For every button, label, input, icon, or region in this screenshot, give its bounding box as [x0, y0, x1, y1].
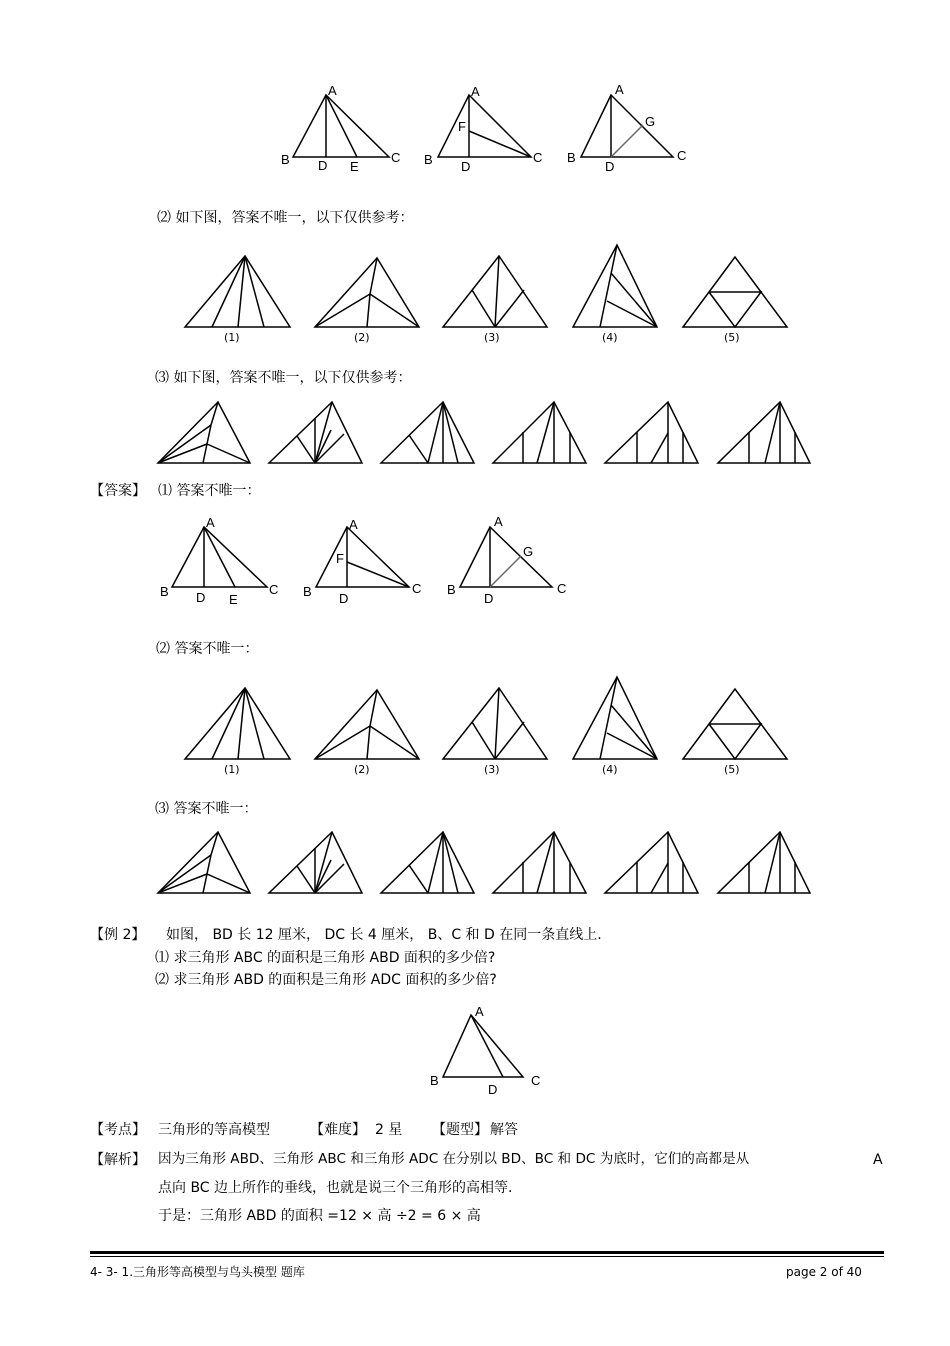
- example-text: 如图， BD 长 12 厘米， DC 长 4 厘米， B、C 和 D 在同一条直线上.: [166, 927, 602, 943]
- kaodian-value: 三角形的等高模型: [158, 1122, 270, 1138]
- jiexi-line-3: 于是：三角形 ABD 的面积 =12 × 高 ÷2 = 6 × 高: [158, 1208, 481, 1224]
- footer-left: 4- 3- 1.三角形等高模型与鸟头模型 题库: [90, 1265, 305, 1279]
- svg-text:A: A: [206, 515, 215, 530]
- svg-text:C: C: [557, 581, 567, 596]
- answer-split-figure-3: [443, 688, 547, 776]
- example-question-1: ⑴ 求三角形 ABC 的面积是三角形 ABD 面积的多少倍?: [155, 950, 496, 966]
- svg-text:E: E: [350, 159, 359, 174]
- split-figure-row3-1: [158, 402, 250, 463]
- svg-text:(5): (5): [724, 331, 740, 344]
- tixing-value: 解答: [490, 1122, 518, 1138]
- split-figure-2: [315, 258, 419, 344]
- split-figure-row3-4: [493, 402, 586, 463]
- svg-text:D: D: [318, 158, 328, 173]
- part3-intro: ⑶ 如下图，答案不唯一，以下仅供参考：: [155, 370, 412, 386]
- split-figure-row3-2: [269, 402, 362, 463]
- svg-text:D: D: [484, 591, 494, 606]
- footer-page-number: page 2 of 40: [786, 1265, 862, 1279]
- jiexi-line-1: 因为三角形 ABD、三角形 ABC 和三角形 ADC 在分别以 BD、BC 和 DC 为底时，它们的高都是从: [158, 1151, 750, 1167]
- jiexi-tag: 【解析】: [90, 1152, 146, 1168]
- svg-text:A: A: [475, 1004, 484, 1019]
- svg-text:F: F: [458, 119, 466, 134]
- answer-split-figure-row3-3: [381, 832, 474, 893]
- svg-text:A: A: [349, 517, 358, 532]
- svg-text:(3): (3): [484, 331, 500, 344]
- answer-split-figure-row3-5: [605, 832, 698, 893]
- split-figure-5: [683, 257, 787, 344]
- svg-text:B: B: [447, 582, 456, 597]
- answer-tag: 【答案】: [90, 483, 146, 499]
- jiexi-line-2: 点向 BC 边上所作的垂线，也就是说三个三角形的高相等.: [158, 1180, 513, 1196]
- svg-text:C: C: [677, 148, 687, 163]
- svg-text:B: B: [281, 152, 290, 167]
- svg-text:(2): (2): [354, 331, 370, 344]
- svg-text:B: B: [430, 1073, 439, 1088]
- example-tag: 【例 2】: [90, 927, 146, 943]
- svg-text:(4): (4): [602, 763, 618, 776]
- triangle-adg-answer: [447, 514, 566, 606]
- triangle-adg-top: [567, 82, 686, 174]
- svg-text:(1): (1): [224, 763, 240, 776]
- triangle-ade-answer: [160, 515, 278, 607]
- answer-split-figure-5: [683, 689, 787, 776]
- svg-text:A: A: [471, 84, 480, 99]
- svg-text:A: A: [615, 82, 624, 97]
- svg-text:(2): (2): [354, 763, 370, 776]
- svg-text:C: C: [533, 150, 543, 165]
- svg-text:D: D: [605, 159, 615, 174]
- answer-split-figure-4: [573, 677, 657, 776]
- svg-text:D: D: [339, 591, 349, 606]
- jiexi-line-1-end: A: [873, 1152, 883, 1168]
- svg-text:(4): (4): [602, 331, 618, 344]
- svg-text:D: D: [196, 590, 206, 605]
- answer-split-figure-row3-4: [493, 832, 586, 893]
- split-figure-4: [573, 245, 657, 344]
- svg-text:C: C: [269, 582, 279, 597]
- example-triangle-abc: [430, 1004, 540, 1097]
- split-figure-1: [185, 256, 290, 344]
- split-figure-row3-6: [718, 402, 810, 463]
- kaodian-tag: 【考点】: [90, 1122, 146, 1138]
- svg-text:G: G: [523, 544, 534, 559]
- svg-text:(5): (5): [724, 763, 740, 776]
- answer-split-figure-row3-2: [269, 832, 362, 893]
- svg-text:(3): (3): [484, 763, 500, 776]
- answer-split-figure-2: [315, 690, 419, 776]
- answer-split-figure-1: [185, 688, 290, 776]
- svg-text:B: B: [303, 584, 312, 599]
- svg-text:B: B: [567, 150, 576, 165]
- answer-part3: ⑶ 答案不唯一：: [155, 801, 258, 817]
- svg-text:B: B: [424, 152, 433, 167]
- split-figure-row3-3: [381, 402, 474, 463]
- svg-text:C: C: [531, 1073, 541, 1088]
- answer-part2: ⑵ 答案不唯一：: [156, 641, 259, 657]
- nandu-tag: 【难度】: [310, 1122, 366, 1138]
- triangle-adf-answer: [303, 517, 421, 606]
- svg-text:B: B: [160, 584, 169, 599]
- tixing-tag: 【题型】: [432, 1122, 488, 1138]
- svg-text:A: A: [494, 514, 503, 529]
- svg-text:F: F: [336, 551, 344, 566]
- split-figure-row3-5: [605, 402, 698, 463]
- svg-text:D: D: [461, 159, 471, 174]
- svg-text:C: C: [412, 581, 422, 596]
- svg-text:E: E: [229, 592, 238, 607]
- svg-text:A: A: [328, 83, 337, 98]
- answer-split-figure-row3-6: [718, 832, 810, 893]
- nandu-value: 2 星: [375, 1122, 403, 1138]
- triangle-ade-top: [281, 83, 400, 174]
- svg-text:D: D: [488, 1082, 498, 1097]
- split-figure-3: [443, 256, 547, 344]
- svg-text:G: G: [645, 114, 656, 129]
- triangle-adf-top: [424, 84, 542, 174]
- svg-text:(1): (1): [224, 331, 240, 344]
- svg-text:C: C: [391, 150, 401, 165]
- answer-part1: ⑴ 答案不唯一：: [158, 483, 261, 499]
- part2-intro: ⑵ 如下图，答案不唯一，以下仅供参考：: [157, 210, 414, 226]
- example-question-2: ⑵ 求三角形 ABD 的面积是三角形 ADC 面积的多少倍?: [155, 972, 497, 988]
- answer-split-figure-row3-1: [158, 832, 250, 893]
